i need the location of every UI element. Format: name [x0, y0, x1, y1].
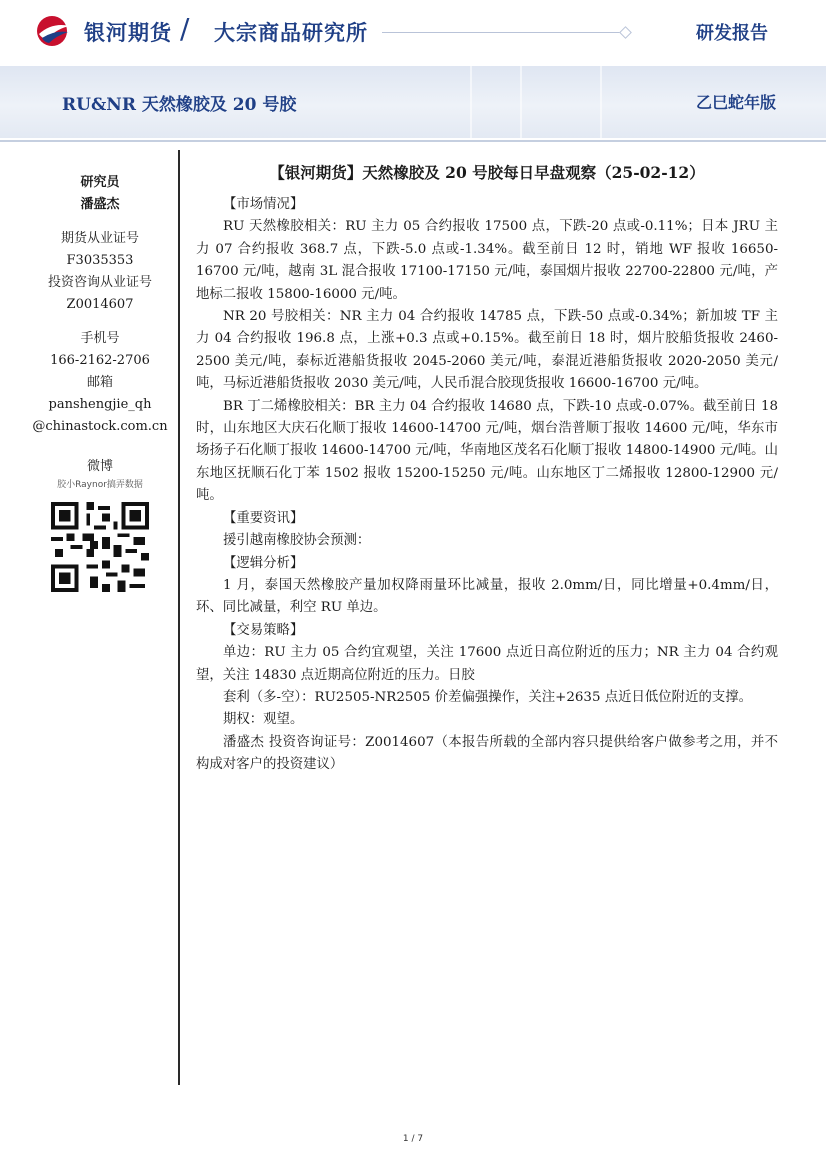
report-title: 【银河期货】天然橡胶及 20 号胶每日早盘观察（25-02-12） [269, 163, 705, 182]
galaxy-futures-logo-icon [34, 14, 74, 48]
report-type: 研发报告 [696, 23, 768, 44]
strategy-option: 期权：观望。 [223, 712, 304, 728]
analyst-name: 潘盛杰 [80, 197, 120, 212]
section-heading-logic: 【逻辑分析】 [223, 555, 304, 571]
brand-name: 银河期货 [84, 21, 172, 45]
header-top-band [0, 0, 826, 62]
weibo-label: 微博 [86, 459, 113, 474]
email-label: 邮箱 [86, 375, 113, 390]
section-heading-strategy: 【交易策略】 [223, 622, 304, 638]
logic-paragraph: 1 月，泰国天然橡胶产量加权降雨量环比减量，报收 2.0mm/日，同比增量+0.4mm/日，环、同比减量，利空 RU 单边。 [196, 577, 778, 616]
strategy-single: 单边：RU 主力 05 合约宜观望，关注 17600 点近日高位附近的压力；NR 主力 04 合约观望，关注 14830 点近期高位附近的压力。日胶 [196, 645, 778, 683]
consult-license-label: 投资咨询从业证号 [47, 275, 152, 290]
email-user: panshengjie_qh [48, 397, 152, 412]
license-number: F3035353 [66, 253, 134, 268]
header-divider [0, 140, 826, 142]
phone-label: 手机号 [80, 331, 120, 346]
market-paragraph-ru: RU 天然橡胶相关：RU 主力 05 合约报收 17500 点，下跌-20 点或-0.11%；日本 JRU 主力 07 合约报收 368.7 点，下跌-5.0 点或-1.34%。截至前日 12 时，销地 WF 报收 16650-16700 元/吨，越南 3L 混合报收 17100-17150 元/吨，泰国烟片报收 22700-22800 元/吨，产地标二报收 15800-16000 元/吨。 [196, 219, 778, 302]
consult-license-number: Z0014607 [66, 297, 134, 312]
news-line: 援引越南橡胶协会预测： [223, 533, 371, 549]
decorative-rule [382, 32, 626, 33]
report-edition: 乙巳蛇年版 [695, 93, 776, 112]
report-body [196, 162, 778, 777]
market-paragraph-br: BR 丁二烯橡胶相关：BR 主力 04 合约报收 14680 点，下跌-10 点或-0.07%。截至前日 18 时，山东地区大庆石化顺丁报收 14600-14700 元/吨，烟台浩普顺丁报收 14600 元/吨，华东市场扬子石化顺丁报收 14600-14700 元/吨，华南地区茂名石化顺丁报收 14800-14900 元/吨。山东地区抚顺石化丁苯 1502 报收 15200-15250 元/吨。山东地区丁二烯报收 12800-12900 元/吨。 [196, 398, 778, 504]
qr-code-icon [51, 502, 149, 592]
weibo-username: 胶小Raynor搞弄数据 [57, 480, 143, 490]
disclaimer: 潘盛杰 投资咨询证号：Z0014607（本报告所载的全部内容只提供给客户做参考之用，并不构成对客户的投资建议） [196, 734, 778, 773]
page-number: 1 / 7 [402, 1134, 424, 1144]
section-heading-news: 【重要资讯】 [223, 510, 304, 526]
market-paragraph-nr: NR 20 号胶相关：NR 主力 04 合约报收 14785 点，下跌-50 点或-0.34%；新加坡 TF 主力 04 合约报收 196.8 点，上涨+0.3 点或+0.15%。截至前日 18 时，烟片胶船货报收 2460-2500 美元/吨，泰标近港船货报收 2045-2060 美元/吨，泰混近港船货报收 2020-2050 美元/吨，马标近港船货报收 2030 美元/吨，人民币混合胶现货报收 16600-16700 元/吨。 [196, 309, 778, 392]
column-divider [178, 150, 180, 1085]
license-label: 期货从业证号 [60, 231, 139, 246]
email-domain: @chinastock.com.cn [32, 419, 168, 434]
strategy-arbitrage: 套利（多-空）：RU2505-NR2505 价差偏强操作，关注+2635 点近日低位附近的支撑。 [223, 689, 753, 705]
phone-number: 166-2162-2706 [50, 353, 150, 368]
header-separator: / [180, 12, 190, 45]
analyst-sidebar [30, 172, 170, 592]
report-header [0, 0, 826, 142]
decorative-diamond-icon [619, 26, 632, 39]
analyst-role: 研究员 [80, 175, 120, 190]
report-subject: RU&NR 天然橡胶及 20 号胶 [62, 95, 297, 115]
section-heading-market: 【市场情况】 [223, 197, 304, 212]
institute-name: 大宗商品研究所 [214, 21, 368, 45]
